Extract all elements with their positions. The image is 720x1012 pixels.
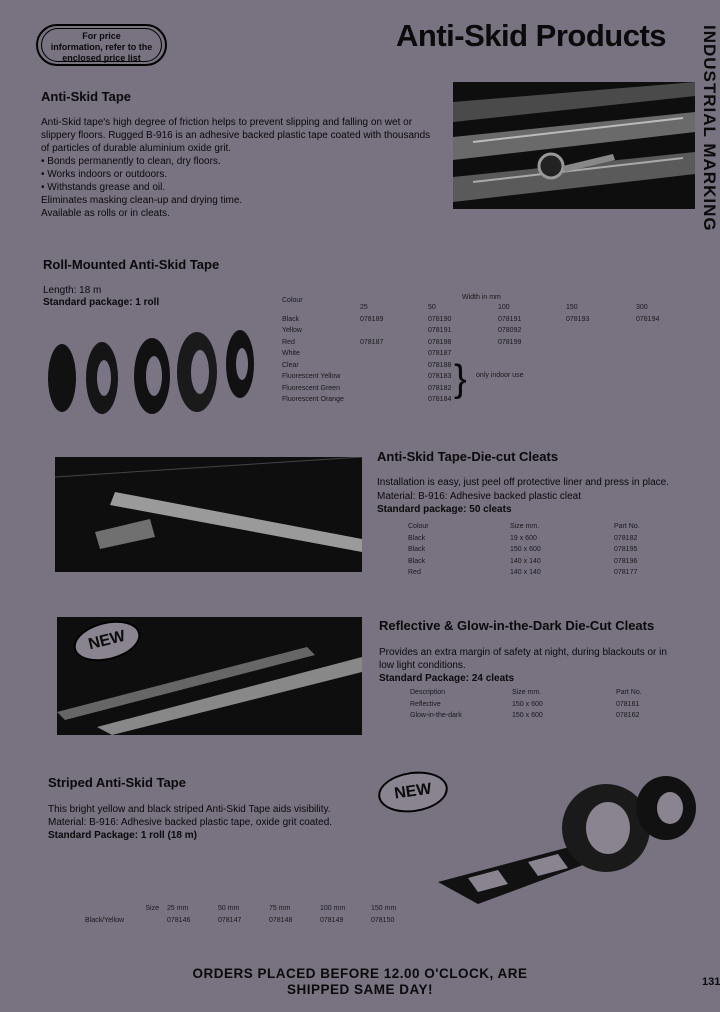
col-header-colour: Colour: [282, 297, 303, 304]
width-cell: 150: [566, 304, 578, 311]
bullet-item: • Withstands grease and oil.: [41, 182, 166, 193]
roll-package: Standard package: 1 roll: [43, 297, 160, 308]
row-label: Black/Yellow: [85, 916, 125, 924]
die-cut-line-1: Installation is easy, just peel off protective liner and press in place.: [377, 477, 670, 488]
cleats-illustration: [55, 457, 362, 572]
reflective-package: Standard Package: 24 cleats: [379, 673, 515, 684]
table-row: Red 140 x 140 078177: [408, 569, 638, 576]
new-badge-label: NEW: [393, 780, 433, 803]
table-row: Black 150 x 600 078195: [408, 546, 638, 553]
table-row: Black 140 x 140 078196: [408, 557, 638, 565]
product-photo-stairs: [453, 82, 695, 209]
table-row: Clear 078188: [282, 361, 452, 369]
table-header-row: Size 25 mm 50 mm 75 mm 100 mm 150 mm: [85, 905, 422, 917]
anti-skid-description: [41, 116, 436, 220]
outro-text-1: Eliminates masking clean-up and drying time.: [41, 195, 243, 206]
width-cell: 100: [498, 304, 510, 311]
table-header-row: Description Size mm. Part No.: [410, 689, 642, 696]
die-cut-table: [408, 523, 654, 581]
indoor-use-note: only indoor use: [476, 372, 524, 379]
striped-line-1: This bright yellow and black striped Anti-Skid Tape aids visibility.: [48, 804, 331, 815]
side-tab-label: INDUSTRIAL MARKING: [700, 24, 719, 232]
stairs-illustration: [453, 82, 695, 209]
width-cell: 25: [360, 304, 368, 311]
table-row: Glow-in-the-dark 150 x 600 078162: [410, 712, 640, 719]
width-cell: 300: [636, 304, 648, 311]
page-number: 131: [702, 976, 720, 988]
footer-line-1: ORDERS PLACED BEFORE 12.00 O'CLOCK, ARE: [192, 966, 528, 981]
section-heading-die-cut: Anti-Skid Tape-Die-cut Cleats: [377, 449, 559, 464]
reflective-table: [410, 689, 656, 724]
striped-line-2: Material: B-916: Adhesive backed plastic tape, oxide grit coated.: [48, 817, 333, 828]
product-photo-die-cut: [55, 457, 362, 572]
roll-length: Length: 18 m: [43, 285, 102, 296]
section-heading-anti-skid-tape: Anti-Skid Tape: [41, 89, 132, 104]
table-row: Black 19 x 600 078182: [408, 534, 638, 542]
reflective-line-2: low light conditions.: [379, 660, 466, 671]
product-photo-rolls: [42, 318, 257, 418]
brace-glyph: }: [454, 358, 467, 400]
badge-line-2: information, refer to the: [50, 42, 153, 52]
col-header-width: Width in mm: [462, 294, 501, 301]
roll-mounted-table: [282, 304, 686, 408]
section-heading-striped: Striped Anti-Skid Tape: [48, 775, 186, 790]
die-cut-package: Standard package: 50 cleats: [377, 504, 512, 515]
width-header-row: [282, 304, 686, 316]
bullet-item: • Bonds permanently to clean, dry floors.: [41, 156, 221, 167]
striped-package: Standard Package: 1 roll (18 m): [48, 830, 197, 841]
side-tab: [698, 10, 720, 246]
table-row: Fluorescent Yellow 078183: [282, 373, 452, 380]
width-cell: 50: [428, 304, 436, 311]
page-title: Anti-Skid Products: [396, 18, 667, 53]
section-heading-roll-mounted: Roll-Mounted Anti-Skid Tape: [43, 257, 220, 272]
tape-rolls-illustration: [42, 318, 257, 418]
footer-line-2: SHIPPED SAME DAY!: [286, 982, 434, 997]
table-header-row: Colour Size mm. Part No.: [408, 523, 640, 530]
badge-line-1: For price: [82, 31, 121, 41]
outro-text-2: Available as rolls or in cleats.: [41, 208, 170, 219]
striped-table: [85, 905, 422, 928]
table-row: Fluorescent Green 078182: [282, 384, 452, 392]
table-row: Red 078187 078198 078199: [282, 338, 522, 346]
badge-line-3: enclosed price list: [62, 53, 141, 63]
table-row: Fluorescent Orange 078184: [282, 396, 452, 403]
intro-text: Anti-Skid tape's high degree of friction helps to prevent slipping and falling on wet or slippery floors. Rugged B-916 is an adhesive backed plastic tape coated with thousands of particles of durable aluminium oxide grit.: [41, 117, 431, 154]
section-heading-reflective: Reflective & Glow-in-the-Dark Die-Cut Cleats: [379, 618, 655, 633]
price-info-badge: [36, 24, 167, 66]
die-cut-line-2: Material: B-916: Adhesive backed plastic cleat: [377, 491, 581, 502]
bullet-item: • Works indoors or outdoors.: [41, 169, 168, 180]
table-row: White 078187: [282, 350, 452, 357]
table-row: Black 078189 078190 078191 078193 078194: [282, 315, 660, 323]
size-label: Size: [145, 905, 159, 912]
table-row: Reflective 150 x 600 078161: [410, 700, 640, 708]
table-row: Yellow 078191 078092: [282, 327, 522, 334]
striped-roll-illustration: [438, 772, 700, 904]
table-row: Black/Yellow 078146 078147 078148 078149 078150: [85, 917, 422, 929]
new-badge-label: NEW: [86, 627, 128, 654]
footer-banner: [0, 966, 720, 998]
reflective-line-1: Provides an extra margin of safety at night, during blackouts or in: [379, 647, 667, 658]
product-photo-striped: [438, 772, 700, 904]
